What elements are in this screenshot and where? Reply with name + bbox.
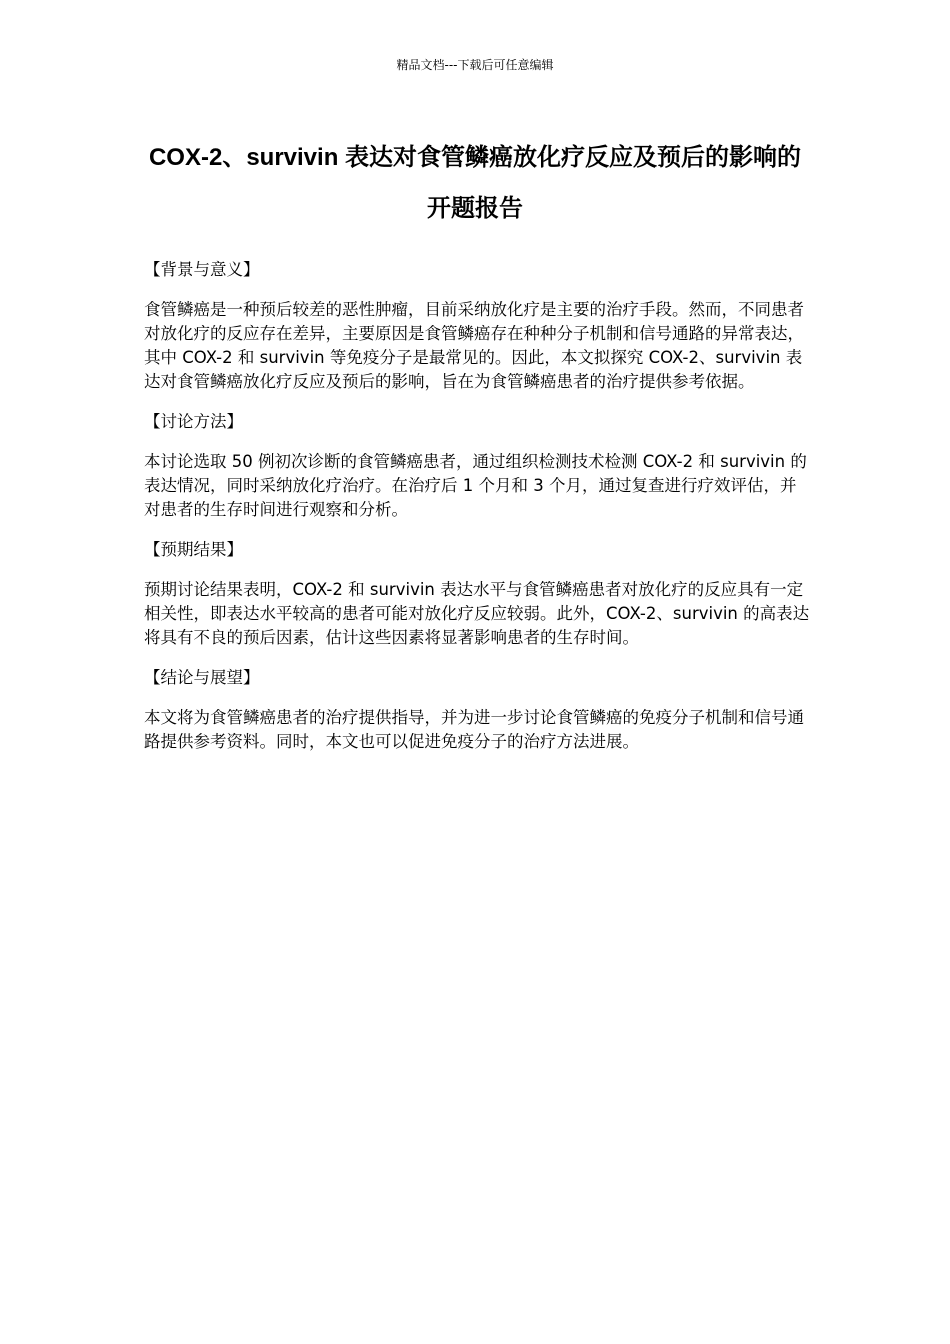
section-paragraph: 本文将为食管鳞癌患者的治疗提供指导，并为进一步讨论食管鳞癌的免疫分子机制和信号通路提供参考资料。同时，本文也可以促进免疫分子的治疗方法进展。 xyxy=(144,708,804,751)
section-heading: 【结论与展望】 xyxy=(144,668,260,687)
document-body xyxy=(144,258,810,770)
section-conclusion xyxy=(144,666,810,754)
section-paragraph: 本讨论选取 50 例初次诊断的食管鳞癌患者，通过组织检测技术检测 COX-2 和 survivin 的表达情况，同时采纳放化疗治疗。在治疗后 1 个月和 3 个月，通过复查进行疗效评估，并对患者的生存时间进行观察和分析。 xyxy=(144,452,807,519)
section-paragraph: 食管鳞癌是一种预后较差的恶性肿瘤，目前采纳放化疗是主要的治疗手段。然而，不同患者对放化疗的反应存在差异，主要原因是食管鳞癌存在种种分子机制和信号通路的异常表达，其中 COX-2 和 survivin 等免疫分子是最常见的。因此，本文拟探究 COX-2、survivin 表达对食管鳞癌放化疗反应及预后的影响，旨在为食管鳞癌患者的治疗提供参考依据。 xyxy=(144,300,804,391)
section-paragraph: 预期讨论结果表明，COX-2 和 survivin 表达水平与食管鳞癌患者对放化疗的反应具有一定相关性，即表达水平较高的患者可能对放化疗反应较弱。此外，COX-2、survivin 的高表达将具有不良的预后因素，估计这些因素将显著影响患者的生存时间。 xyxy=(144,580,810,647)
section-heading: 【背景与意义】 xyxy=(144,260,260,279)
section-heading: 【预期结果】 xyxy=(144,540,243,559)
section-methods xyxy=(144,410,810,522)
section-expected-results xyxy=(144,538,810,650)
page-header: 精品文档---下载后可任意编辑 xyxy=(396,58,554,72)
section-background xyxy=(144,258,810,394)
document-title: COX-2、survivin 表达对食管鳞癌放化疗反应及预后的影响的开题报告 xyxy=(148,144,802,222)
section-heading: 【讨论方法】 xyxy=(144,412,243,431)
